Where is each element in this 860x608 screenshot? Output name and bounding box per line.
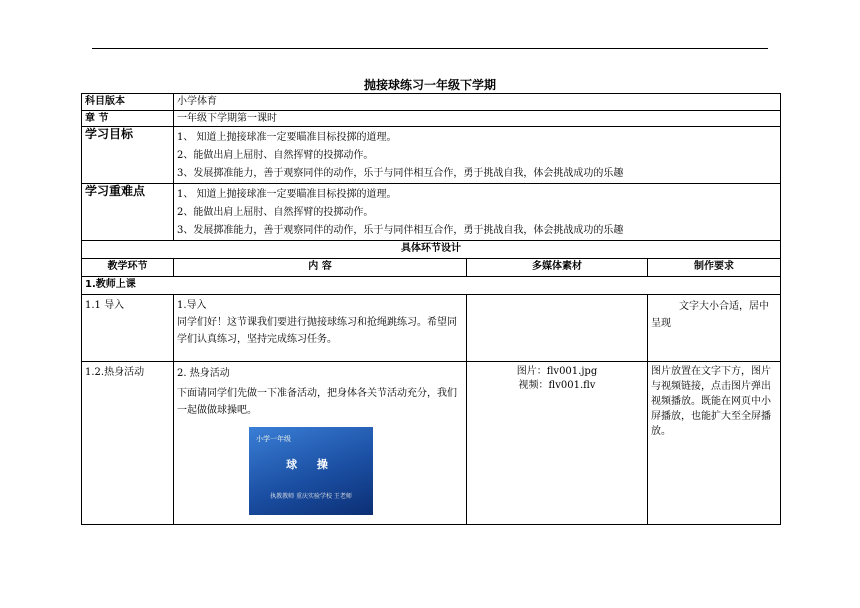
col-header-requirement: 制作要求 [648, 259, 781, 277]
step-media [467, 362, 648, 525]
key-points-cell [174, 184, 781, 241]
key-points-label: 学习重难点 [82, 184, 174, 241]
col-header-media: 多媒体素材 [467, 259, 648, 277]
content-title: 2. 热身活动 [177, 368, 230, 379]
step-media [467, 295, 648, 362]
step-name: 1.2.热身活动 [82, 362, 174, 525]
goal-item: 2、能做出肩上屈肘、自然挥臂的投掷动作。 [177, 150, 374, 161]
chapter-label: 章 节 [82, 111, 174, 127]
video-thumbnail[interactable]: 小学一年级 球 操 执教教师 重庆实验学校 王老师 [249, 427, 373, 515]
key-item: 3、发展掷准能力，善于观察同伴的动作，乐于与同伴相互合作，勇于挑战自我，体会挑战成功的乐趣 [177, 225, 624, 236]
media-image: 图片：flv001.jpg [516, 366, 598, 377]
col-header-step: 教学环节 [82, 259, 174, 277]
step-content [174, 362, 467, 525]
key-item: 2、能做出肩上屈肘、自然挥臂的投掷动作。 [177, 207, 374, 218]
step-content [174, 295, 467, 362]
media-video: 视频：flv001.flv [518, 380, 596, 391]
section-teacher-class: 1.教师上课 [82, 277, 781, 295]
step-requirement: 文字大小合适，居中呈现 [648, 295, 781, 362]
content-text: 下面请同学们先做一下准备活动，把身体各关节活动充分，我们一起做做球操吧。 [177, 388, 457, 416]
subject-value: 小学体育 [174, 94, 781, 111]
key-item: 1、 知道上抛接球准一定要瞄准目标投掷的道理。 [177, 189, 397, 200]
lesson-plan-table [81, 93, 781, 525]
goal-item: 1、 知道上抛接球准一定要瞄准目标投掷的道理。 [177, 132, 397, 143]
design-header: 具体环节设计 [82, 241, 781, 259]
page-title: 抛接球练习一年级下学期 [363, 78, 496, 92]
subject-label: 科目版本 [82, 94, 174, 111]
content-title: 1.导入 [177, 300, 207, 311]
content-text: 同学们好！这节课我们要进行抛接球练习和抢绳跳练习。希望同学们认真练习，坚持完成练习任务。 [177, 317, 457, 345]
goals-cell [174, 127, 781, 184]
header-rule [92, 48, 768, 49]
goals-label: 学习目标 [82, 127, 174, 184]
goal-item: 3、发展掷准能力，善于观察同伴的动作，乐于与同伴相互合作，勇于挑战自我，体会挑战成功的乐趣 [177, 168, 624, 179]
col-header-content: 内 容 [174, 259, 467, 277]
chapter-value: 一年级下学期第一课时 [174, 111, 781, 127]
step-name: 1.1 导入 [82, 295, 174, 362]
step-requirement: 图片放置在文字下方，图片与视频链接，点击图片弹出视频播放。既能在网页中小屏播放，也能扩大至全屏播放。 [648, 362, 781, 525]
